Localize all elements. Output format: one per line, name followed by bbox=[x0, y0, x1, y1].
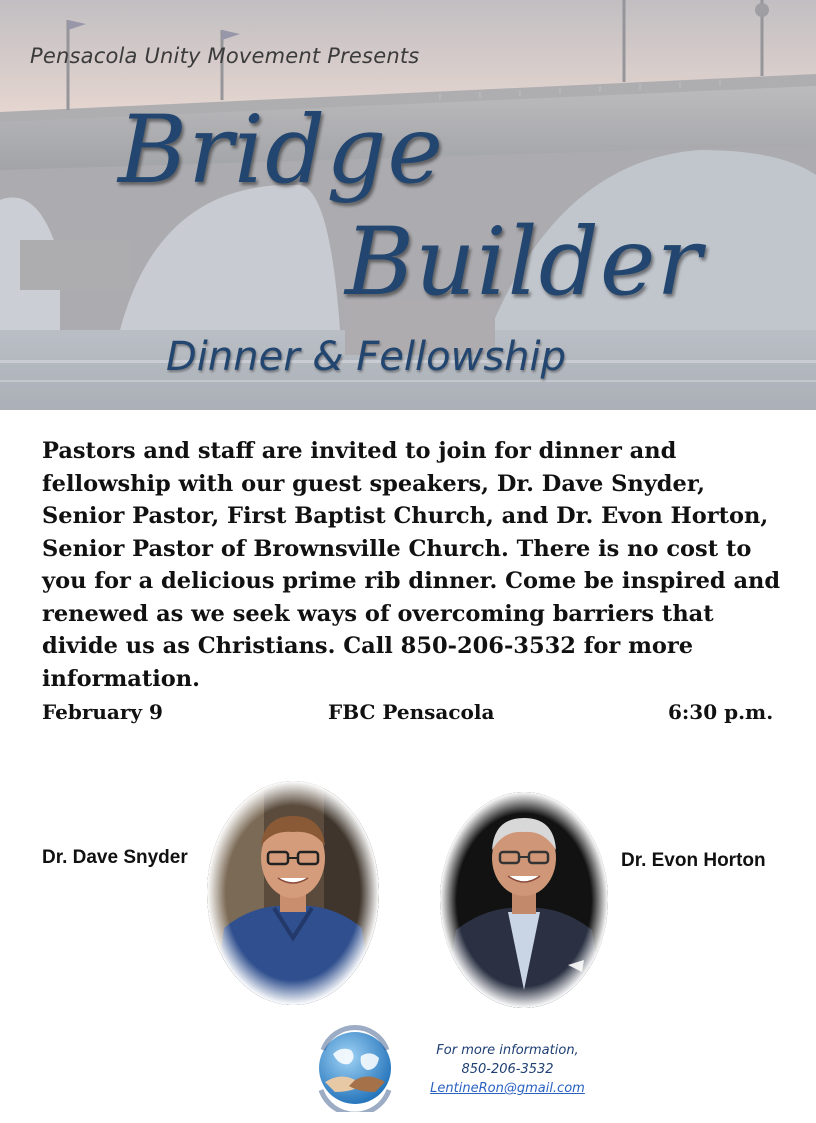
speaker-name-horton: Dr. Evon Horton bbox=[621, 850, 766, 871]
invitation-paragraph: Pastors and staff are invited to join for dinner and fellowship with our guest speakers, Dr. Dave Snyder, Senior Pastor, First Baptist Church, and Dr. Evon Horton, Senior Pastor of Brownsville Church. There is no cost to you for a delicious prime rib dinner. Come be inspired and renewed as we seek ways of overcoming barriers that divide us as Christians. Call 850-206-3532 for more information. bbox=[42, 438, 781, 692]
speaker-photo-snyder bbox=[204, 778, 382, 1008]
contact-email-link[interactable]: LentineRon@gmail.com bbox=[430, 1081, 585, 1096]
event-subtitle: Dinner & Fellowship bbox=[166, 334, 567, 380]
contact-heading: For more information, bbox=[436, 1043, 579, 1058]
ministry-logo bbox=[305, 1020, 405, 1112]
contact-info bbox=[420, 1041, 595, 1098]
event-date: February 9 bbox=[42, 700, 163, 724]
header-banner bbox=[0, 0, 816, 410]
title-bridge: Bridge bbox=[118, 96, 445, 205]
speaker-name-snyder: Dr. Dave Snyder bbox=[42, 847, 188, 868]
title-builder: Builder bbox=[345, 208, 703, 317]
event-time: 6:30 p.m. bbox=[668, 700, 774, 724]
contact-phone: 850-206-3532 bbox=[461, 1062, 554, 1077]
event-venue: FBC Pensacola bbox=[328, 700, 495, 724]
presenter-line: Pensacola Unity Movement Presents bbox=[30, 44, 420, 68]
speaker-photo-horton bbox=[438, 790, 610, 1010]
